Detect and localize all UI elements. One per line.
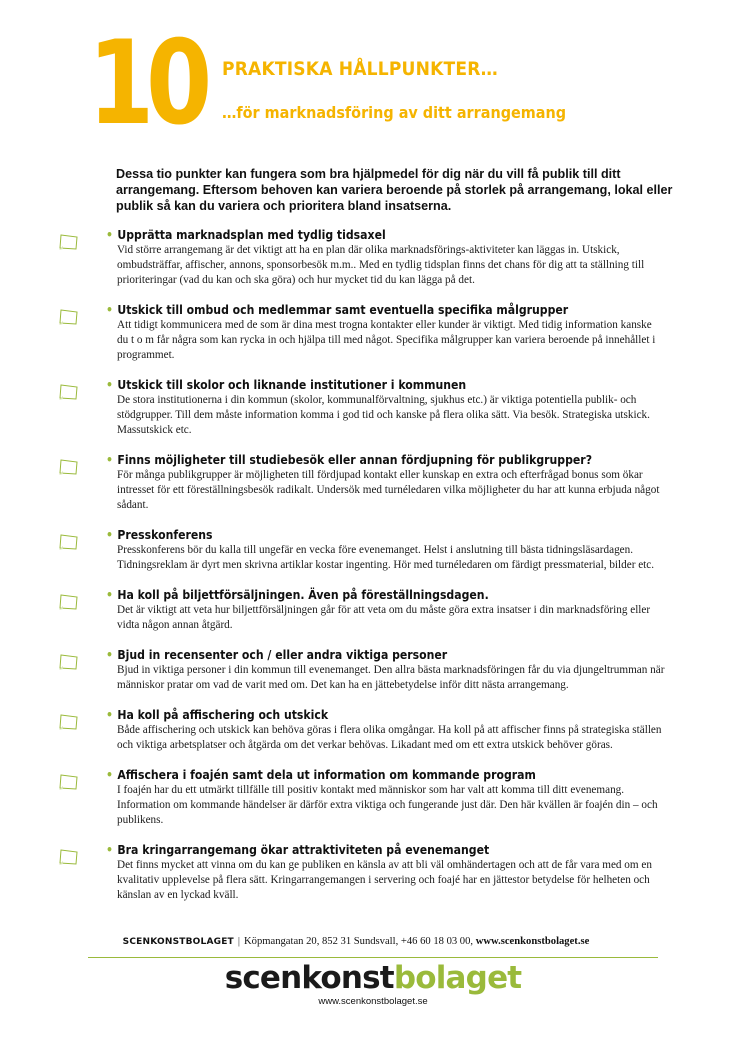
item-body: Att tidigt kommunicera med de som är dina mest trogna kontakter eller kunder är viktigt. Med tidig information kanske du t o m får några som kan rycka in och hjälpa till med något. Specifika målgrupper kan variera beroende på innehållet i programmet.: [117, 319, 656, 361]
item-title-text: Ha koll på biljettförsäljningen. Även på föreställningsdagen.: [117, 587, 489, 602]
item-body: Det finns mycket att vinna om du kan ge publiken en känsla av att bli väl omhändertagen och att de får vara med om en kvalitativ upplevelse på flera sätt. Kringarrangemangen i servering och foajé har en jättestor betydelse för helheten och känslan av en lyckad kväll.: [117, 859, 652, 901]
checkbox-icon: [58, 773, 80, 791]
checkbox-icon: [58, 848, 80, 866]
item-title-text: Presskonferens: [117, 527, 213, 542]
big-number: 10: [88, 16, 204, 151]
intro-paragraph: Dessa tio punkter kan fungera som bra hjälpmedel för dig när du vill få publik till ditt arrangemang. Eftersom behoven kan variera beroende på storlek på arrangemang, lokal eller publik så kan du variera och prioritera bland insatserna.: [116, 167, 673, 213]
bullet-icon: •: [106, 452, 113, 467]
logo-url: www.scenkonstbolaget.se: [318, 996, 428, 1007]
item-title-text: Affischera i foajén samt dela ut information om kommande program: [117, 767, 536, 782]
item-title: [106, 647, 447, 663]
item-body: Vid större arrangemang är det viktigt att ha en plan där olika marknadsförings-aktiviteter kan läggas in. Utskick, ombudsträffar, affischer, annons, sponsorbesök m.m.. Med en tydlig tidsplan finns det chans för dig att ta ställning till prioriteringar (vad du kan och ska göra) och hur mycket tid du kan lägga på det.: [117, 244, 645, 286]
checkbox-icon: [58, 653, 80, 671]
bullet-icon: •: [106, 587, 113, 602]
item-body: I foajén har du ett utmärkt tillfälle till positiv kontakt med människor som har valt att komma till ditt evenemang. Information om kommande händelser är därför extra viktiga och fungerande just där. Den här kvällen är foajén din – och publikens.: [117, 784, 658, 826]
bullet-icon: •: [106, 842, 113, 857]
bullet-icon: •: [106, 767, 113, 782]
item-body: Presskonferens bör du kalla till ungefär en vecka före evenemanget. Helst i anslutning till bästa tidningsläsardagen. Tidningsreklam är dyrt men skrivna artiklar kostar ingenting. Hör med turnéledaren om färdigt pressmaterial, bilder etc.: [117, 544, 655, 571]
list-item: [0, 647, 746, 707]
item-title-text: Ha koll på affischering och utskick: [117, 707, 329, 722]
checklist: [0, 227, 746, 917]
checkbox-icon: [58, 308, 80, 326]
item-title-text: Bra kringarrangemang ökar attraktiviteten på evenemanget: [117, 842, 490, 857]
item-title-text: Utskick till ombud och medlemmar samt eventuella specifika målgrupper: [117, 302, 569, 317]
item-title: [106, 707, 328, 723]
logo-text-bolaget: bolaget: [393, 960, 522, 996]
list-item: [0, 377, 746, 452]
list-item: [0, 527, 746, 587]
checkbox-icon: [58, 233, 80, 251]
bullet-icon: •: [106, 227, 113, 242]
bullet-icon: •: [106, 527, 113, 542]
item-body: För många publikgrupper är möjligheten till fördjupad kontakt eller kunskap en extra och efterfrågad bonus som ökar intresset för ett föreställningsbesök radikalt. Undersök med turnéledaren vilka möjligheter du har att kunna erbjuda något sådant.: [117, 469, 660, 511]
checkbox-icon: [58, 713, 80, 731]
list-item: [0, 842, 746, 917]
checkbox-icon: [58, 383, 80, 401]
list-item: [0, 767, 746, 842]
item-title: [106, 302, 568, 318]
item-title: [106, 587, 489, 603]
company-logo: [0, 958, 746, 998]
footer-separator: |: [237, 936, 241, 947]
item-title-text: Bjud in recensenter och / eller andra viktiga personer: [117, 647, 448, 662]
item-body: De stora institutionerna i din kommun (skolor, kommunalförvaltning, sjukhus etc.) är viktiga potentiella publik- och stödgrupper. Till dem måste information komma i god tid och kanske på flera olika sätt. Via besök. Strategiska utskick. Massutskick etc.: [117, 394, 650, 436]
item-body: Både affischering och utskick kan behöva göras i flera olika omgångar. Ha koll på att affischer finns på strategiska ställen och viktiga arbetsplatser och åtgärda om det verkar behövas. Likadant med om ett extra utskick behöver göras.: [117, 724, 662, 751]
bullet-icon: •: [106, 377, 113, 392]
item-title: [106, 527, 212, 543]
logo-text-scenkonst: scenkonst: [224, 960, 394, 996]
list-item: [0, 452, 746, 527]
footer-contact: [116, 936, 596, 947]
list-item: [0, 227, 746, 302]
footer-address: Köpmangatan 20, 852 31 Sundsvall, +46 60 18 03 00,: [244, 936, 474, 947]
item-title: [106, 227, 386, 243]
item-body: Bjud in viktiga personer i din kommun till evenemanget. Den allra bästa marknadsföringen får du via djungeltrumman när människor pratar om vad de varit med om. Det kan ha en jättebetydelse inför ditt nästa arrangemang.: [117, 664, 665, 691]
page-subtitle: …för marknadsföring av ditt arrangemang: [222, 103, 567, 122]
item-title-text: Finns möjligheter till studiebesök eller annan fördjupning för publikgrupper?: [117, 452, 593, 467]
item-title: [106, 767, 536, 783]
checkbox-icon: [58, 593, 80, 611]
page-title: PRAKTISKA HÅLLPUNKTER…: [222, 58, 498, 80]
list-item: [0, 707, 746, 767]
item-body: Det är viktigt att veta hur biljettförsäljningen går för att veta om du måste göra extra insatser i din marknadsföring eller vidta någon annan åtgärd.: [117, 604, 651, 631]
list-item: [0, 587, 746, 647]
bullet-icon: •: [106, 707, 113, 722]
list-item: [0, 302, 746, 377]
footer-url-link[interactable]: www.scenkonstbolaget.se: [475, 936, 590, 947]
footer-company: SCENKONSTBOLAGET: [122, 937, 234, 947]
item-title: [106, 842, 489, 858]
item-title: [106, 377, 466, 393]
bullet-icon: •: [106, 302, 113, 317]
checkbox-icon: [58, 533, 80, 551]
bullet-icon: •: [106, 647, 113, 662]
item-title: [106, 452, 592, 468]
item-title-text: Upprätta marknadsplan med tydlig tidsaxel: [117, 227, 386, 242]
item-title-text: Utskick till skolor och liknande institutioner i kommunen: [117, 377, 467, 392]
checkbox-icon: [58, 458, 80, 476]
